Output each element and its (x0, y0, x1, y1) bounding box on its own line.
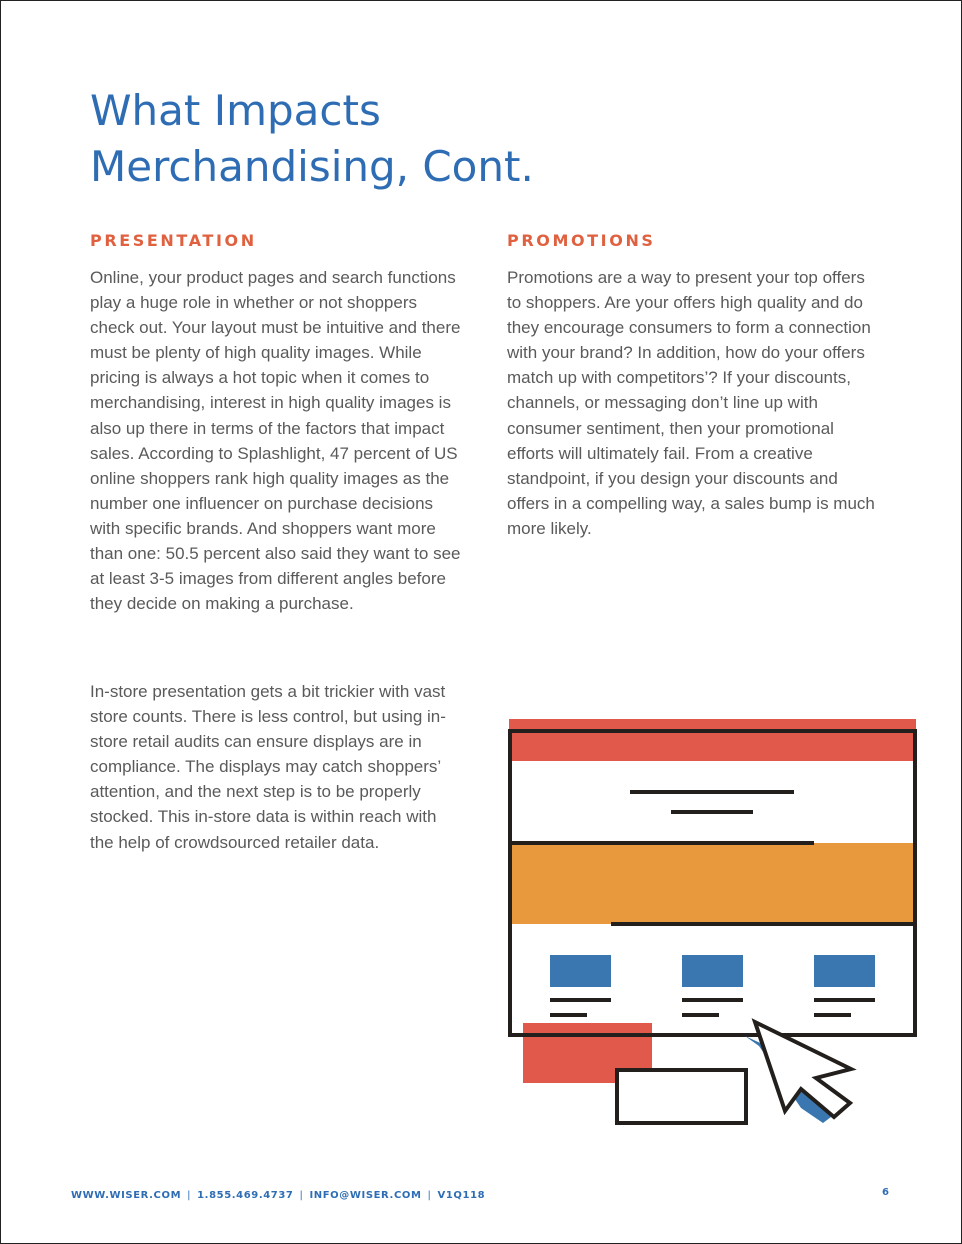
illus-outline-button (617, 1070, 746, 1123)
illus-product-3 (814, 955, 875, 987)
page-title-line-2: Merchandising, Cont. (90, 142, 534, 191)
illus-product-2 (682, 955, 743, 987)
promotions-paragraph: Promotions are a way to present your top offers to shoppers. Are your offers high quality and do they encourage consumers to form a connection with your brand? In addition, how do your offers match up with competitors’? If your discounts, channels, or messaging don’t line up with consumer sentiment, then your promotional efforts will ultimately fail. From a creative standpoint, if you design your discounts and offers in a compelling way, a sales bump is much more likely. (507, 268, 875, 538)
presentation-paragraph-online: Online, your product pages and search functions play a huge role in whether or not shoppers check out. Your layout must be intuitive and there must be plenty of high quality images. While pricing is always a hot topic when it comes to merchandising, interest in high quality images is also up there in terms of the factors that impact sales. According to Splashlight, 47 percent of US online shoppers rank high quality images as the number one influencer on purchase decisions with specific brands. And shoppers want more than one: 50.5 percent also said they want to see at least 3-5 images from different angles before they decide on making a purchase. (90, 268, 461, 614)
footer-separator: | (299, 1190, 304, 1201)
footer-phone: 1.855.469.4737 (197, 1190, 294, 1201)
promotions-heading: PROMOTIONS (507, 231, 656, 250)
illus-hero-band (511, 843, 914, 924)
footer-email-link[interactable]: INFO@WISER.COM (309, 1190, 422, 1201)
presentation-paragraph-in-store: In-store presentation gets a bit trickier with vast store counts. There is less control, but using in-store retail audits can ensure displays are in compliance. The displays may catch shoppers’ attention, and the next step is to be properly stocked. This in-store data is within reach with the help of crowdsourced retailer data. (90, 682, 446, 852)
footer-website-link[interactable]: WWW.WISER.COM (71, 1190, 182, 1201)
page-title-line-1: What Impacts (90, 86, 381, 135)
illus-header-band (509, 719, 916, 761)
footer-contact (71, 1190, 485, 1201)
footer-separator: | (427, 1190, 432, 1201)
page-title (90, 83, 534, 195)
page-number: 6 (882, 1187, 889, 1198)
webpage-with-cursor-icon (501, 713, 921, 1133)
presentation-heading: PRESENTATION (90, 231, 257, 250)
illus-product-1 (550, 955, 611, 987)
footer-separator: | (187, 1190, 192, 1201)
footer-version: V1Q118 (437, 1190, 486, 1201)
